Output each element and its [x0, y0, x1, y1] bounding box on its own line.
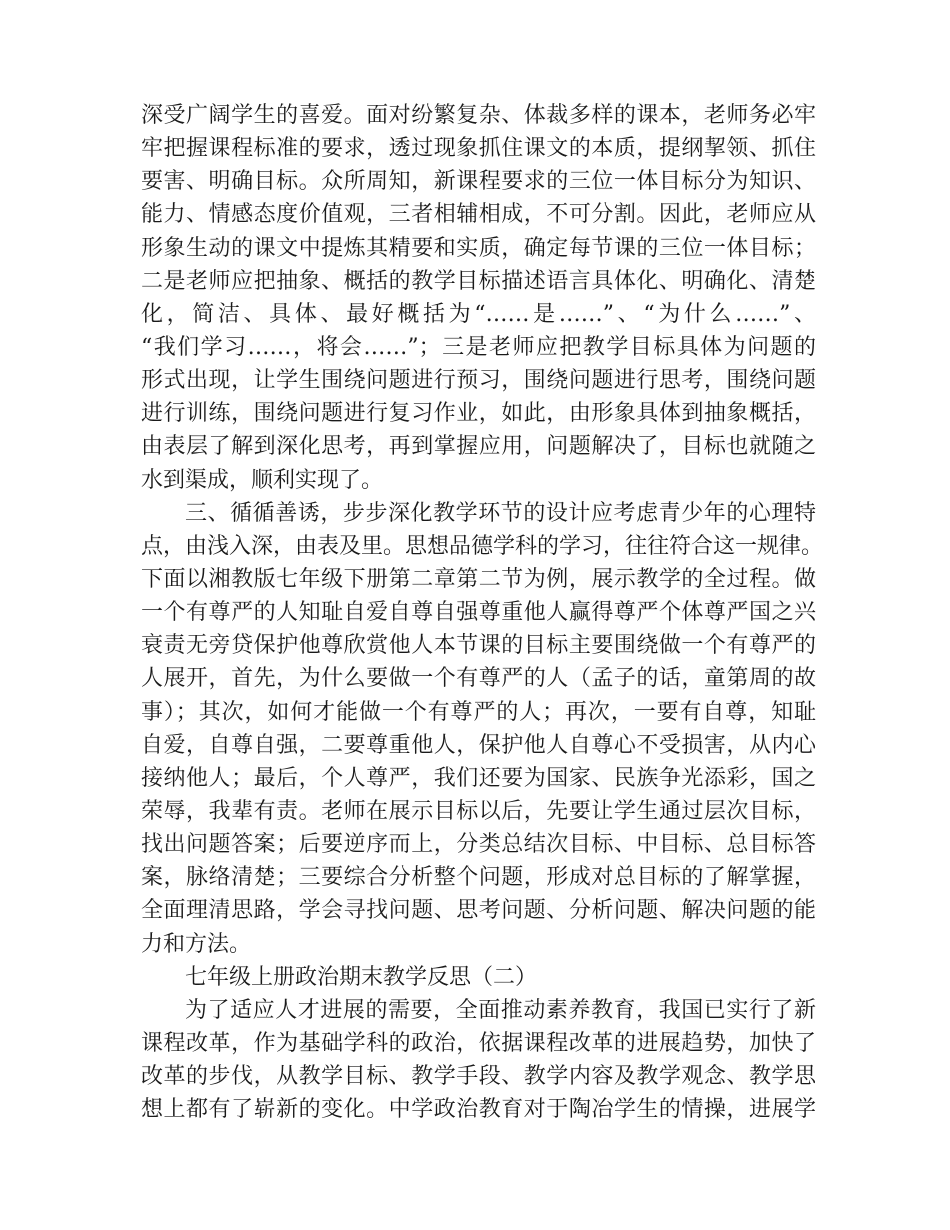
text-line: 能力、情感态度价值观，三者相辅相成，不可分割。因此，老师应从	[141, 202, 816, 228]
text-line: 点，由浅入深，由表及里。思想品德学科的学习，往往符合这一规律。	[141, 533, 824, 559]
text-line: 接纳他人；最后，个人尊严，我们还要为国家、民族争光添彩，国之	[141, 765, 816, 791]
text-line: 课程改革，作为基础学科的政治，依据课程改革的进展趋势，加快了	[141, 1030, 816, 1056]
paragraph	[141, 961, 816, 994]
text-line: 要害、明确目标。众所周知，新课程要求的三位一体目标分为知识、	[141, 169, 816, 195]
text-line: 水到渠成，顺利实现了。	[141, 467, 384, 493]
paragraph	[141, 994, 816, 1127]
text-line: 想上都有了崭新的变化。中学政治教育对于陶冶学生的情操，进展学	[141, 1097, 816, 1123]
text-line: 全面理清思路，学会寻找问题、思考问题、分析问题、解决问题的能	[141, 898, 816, 924]
text-line: 七年级上册政治期末教学反思（二）	[185, 964, 538, 990]
paragraph	[141, 99, 816, 497]
text-line: 一个有尊严的人知耻自爱自尊自强尊重他人赢得尊严个体尊严国之兴	[141, 600, 816, 626]
text-line: 找出问题答案；后要逆序而上，分类总结次目标、中目标、总目标答	[141, 832, 816, 858]
text-line: 进行训练，围绕问题进行复习作业，如此，由形象具体到抽象概括，	[141, 401, 816, 427]
text-line: 人展开，首先，为什么要做一个有尊严的人（孟子的话，童第周的故	[141, 666, 816, 692]
text-line: 形象生动的课文中提炼其精要和实质，确定每节课的三位一体目标；	[141, 235, 816, 261]
text-line: 案，脉络清楚；三要综合分析整个问题，形成对总目标的了解掌握，	[141, 865, 816, 891]
text-line: 自爱，自尊自强，二要尊重他人，保护他人自尊心不受损害，从内心	[141, 732, 816, 758]
text-line: 由表层了解到深化思考，再到掌握应用，问题解决了，目标也就随之	[141, 434, 816, 460]
text-line: 下面以湘教版七年级下册第二章第二节为例，展示教学的全过程。做	[141, 566, 816, 592]
text-line: 为了适应人才进展的需要，全面推动素养教育，我国已实行了新	[185, 997, 816, 1023]
text-line: “我们学习……，将会……”；三是老师应把教学目标具体为问题的	[141, 334, 816, 360]
text-line: 牢把握课程标准的要求，透过现象抓住课文的本质，提纲挈领、抓住	[141, 136, 816, 162]
text-line: 深受广阔学生的喜爱。面对纷繁复杂、体裁多样的课本，老师务必牢	[141, 103, 816, 128]
paragraph	[141, 497, 824, 961]
text-line: 二是老师应把抽象、概括的教学目标描述语言具体化、明确化、清楚	[141, 268, 816, 294]
text-line: 三、循循善诱，步步深化教学环节的设计应考虑青少年的心理特	[185, 500, 816, 526]
text-line: 改革的步伐，从教学目标、教学手段、教学内容及教学观念、教学思	[141, 1064, 816, 1090]
document-body	[141, 99, 824, 1126]
text-line: 力和方法。	[141, 931, 252, 957]
text-line: 衰责无旁贷保护他尊欣赏他人本节课的目标主要围绕做一个有尊严的	[141, 633, 816, 659]
text-line: 化，简洁、具体、最好概括为“……是……”、“为什么……”、	[141, 301, 816, 327]
text-line: 形式出现，让学生围绕问题进行预习，围绕问题进行思考，围绕问题	[141, 368, 816, 394]
text-line: 事）；其次，如何才能做一个有尊严的人；再次，一要有自尊，知耻	[141, 699, 816, 725]
text-line: 荣辱，我辈有责。老师在展示目标以后，先要让学生通过层次目标，	[141, 798, 816, 824]
